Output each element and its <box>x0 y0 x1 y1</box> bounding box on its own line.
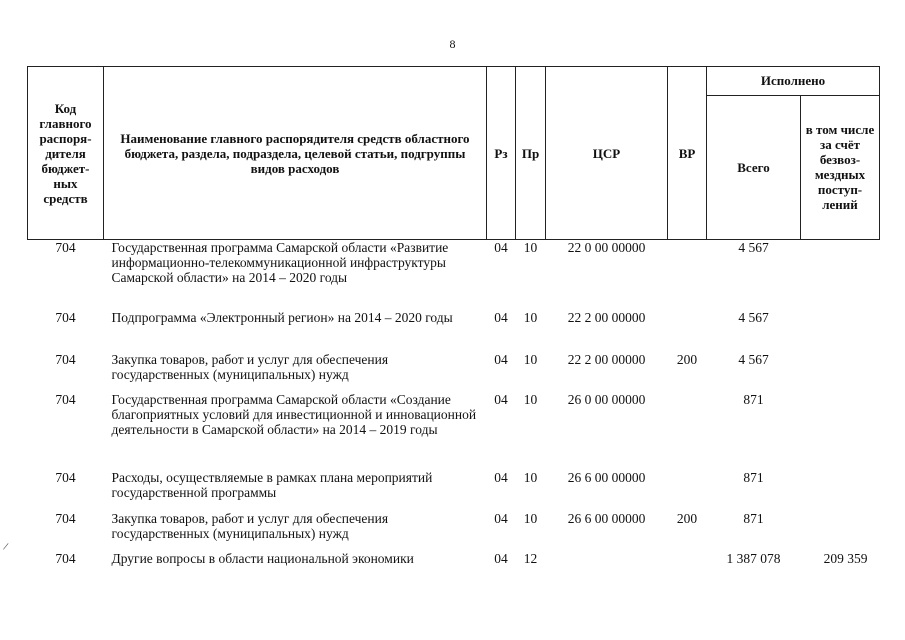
row-code: 704 <box>55 550 76 566</box>
row-incl <box>801 352 880 392</box>
row-rz: 04 <box>494 510 508 526</box>
row-pr: 10 <box>523 391 538 407</box>
row-incl: 209 359 <box>823 550 868 566</box>
row-code: 704 <box>55 351 76 367</box>
row-incl <box>801 511 880 551</box>
row-name: Подпрограмма «Электронный регион» на 2014 – 2020 годы <box>111 309 453 325</box>
row-incl <box>801 310 880 352</box>
budget-table <box>27 66 880 575</box>
row-name: Государственная программа Самарской области «Развитие информационно-телекоммуникационной инфраструктуры Самарской области» на 2014 – 2020 годы <box>111 240 449 285</box>
row-name: Закупка товаров, работ и услуг для обеспечения государственных (муниципальных) нужд <box>111 351 389 382</box>
table-row <box>28 551 880 575</box>
row-total: 4 567 <box>738 309 769 325</box>
row-vr <box>668 392 707 470</box>
row-csr: 22 2 00 00000 <box>567 309 646 325</box>
page-number: 8 <box>449 37 456 51</box>
row-total: 4 567 <box>738 240 769 255</box>
header-csr: ЦСР <box>546 67 668 240</box>
row-total: 871 <box>743 469 764 485</box>
row-csr: 26 0 00 00000 <box>567 391 646 407</box>
row-vr <box>668 470 707 511</box>
table-row <box>28 352 880 392</box>
row-vr <box>668 240 707 310</box>
row-pr: 10 <box>523 309 538 325</box>
row-pr: 10 <box>523 240 538 255</box>
row-code: 704 <box>55 309 76 325</box>
row-name: Расходы, осуществляемые в рамках плана мероприятий государственной программы <box>111 469 433 500</box>
row-total: 4 567 <box>738 351 769 367</box>
row-vr: 200 <box>676 351 698 367</box>
row-rz: 04 <box>494 391 508 407</box>
row-name: Другие вопросы в области национальной экономики <box>111 550 414 566</box>
table-row <box>28 240 880 310</box>
row-incl <box>801 392 880 470</box>
table-row <box>28 511 880 551</box>
row-vr <box>668 551 707 575</box>
row-rz: 04 <box>494 240 508 255</box>
scan-mark: / <box>2 540 10 554</box>
row-csr <box>546 551 668 575</box>
row-csr: 26 6 00 00000 <box>567 510 646 526</box>
row-incl <box>801 240 880 310</box>
header-name: Наименование главного распорядителя средств областного бюджета, раздела, подраздела, целевой статьи, подгруппы видов расходов <box>104 67 487 240</box>
header-incl: в том числе за счёт безвоз-мездных поступ-лений <box>801 95 880 239</box>
row-csr: 26 6 00 00000 <box>567 469 646 485</box>
table-row <box>28 392 880 470</box>
row-pr: 10 <box>523 469 538 485</box>
header-code: Код главного распоря-дителя бюджет-ных средств <box>28 67 104 240</box>
row-code: 704 <box>55 391 76 407</box>
row-csr: 22 2 00 00000 <box>567 351 646 367</box>
row-rz: 04 <box>494 351 508 367</box>
header-rz: Рз <box>487 67 516 240</box>
row-code: 704 <box>55 240 76 255</box>
row-rz: 04 <box>494 309 508 325</box>
row-pr: 10 <box>523 510 538 526</box>
row-code: 704 <box>55 510 76 526</box>
row-pr: 12 <box>523 550 538 566</box>
row-total: 871 <box>743 391 764 407</box>
header-vr: ВР <box>668 67 707 240</box>
table-row <box>28 310 880 352</box>
row-rz: 04 <box>494 550 508 566</box>
table-row <box>28 470 880 511</box>
row-name: Государственная программа Самарской области «Создание благоприятных условий для инвестиционной и инновационной деятельности в Самарской области» на 2014 – 2019 годы <box>111 391 477 437</box>
row-total: 1 387 078 <box>726 550 781 566</box>
row-csr: 22 0 00 00000 <box>567 240 646 255</box>
row-code: 704 <box>55 469 76 485</box>
row-total: 871 <box>743 510 764 526</box>
row-rz: 04 <box>494 469 508 485</box>
row-vr <box>668 310 707 352</box>
header-pr: Пр <box>516 67 546 240</box>
row-incl <box>801 470 880 511</box>
row-name: Закупка товаров, работ и услуг для обеспечения государственных (муниципальных) нужд <box>111 510 389 541</box>
row-vr: 200 <box>676 510 698 526</box>
header-executed: Исполнено <box>707 67 880 96</box>
row-pr: 10 <box>523 351 538 367</box>
header-total: Всего <box>707 95 801 239</box>
